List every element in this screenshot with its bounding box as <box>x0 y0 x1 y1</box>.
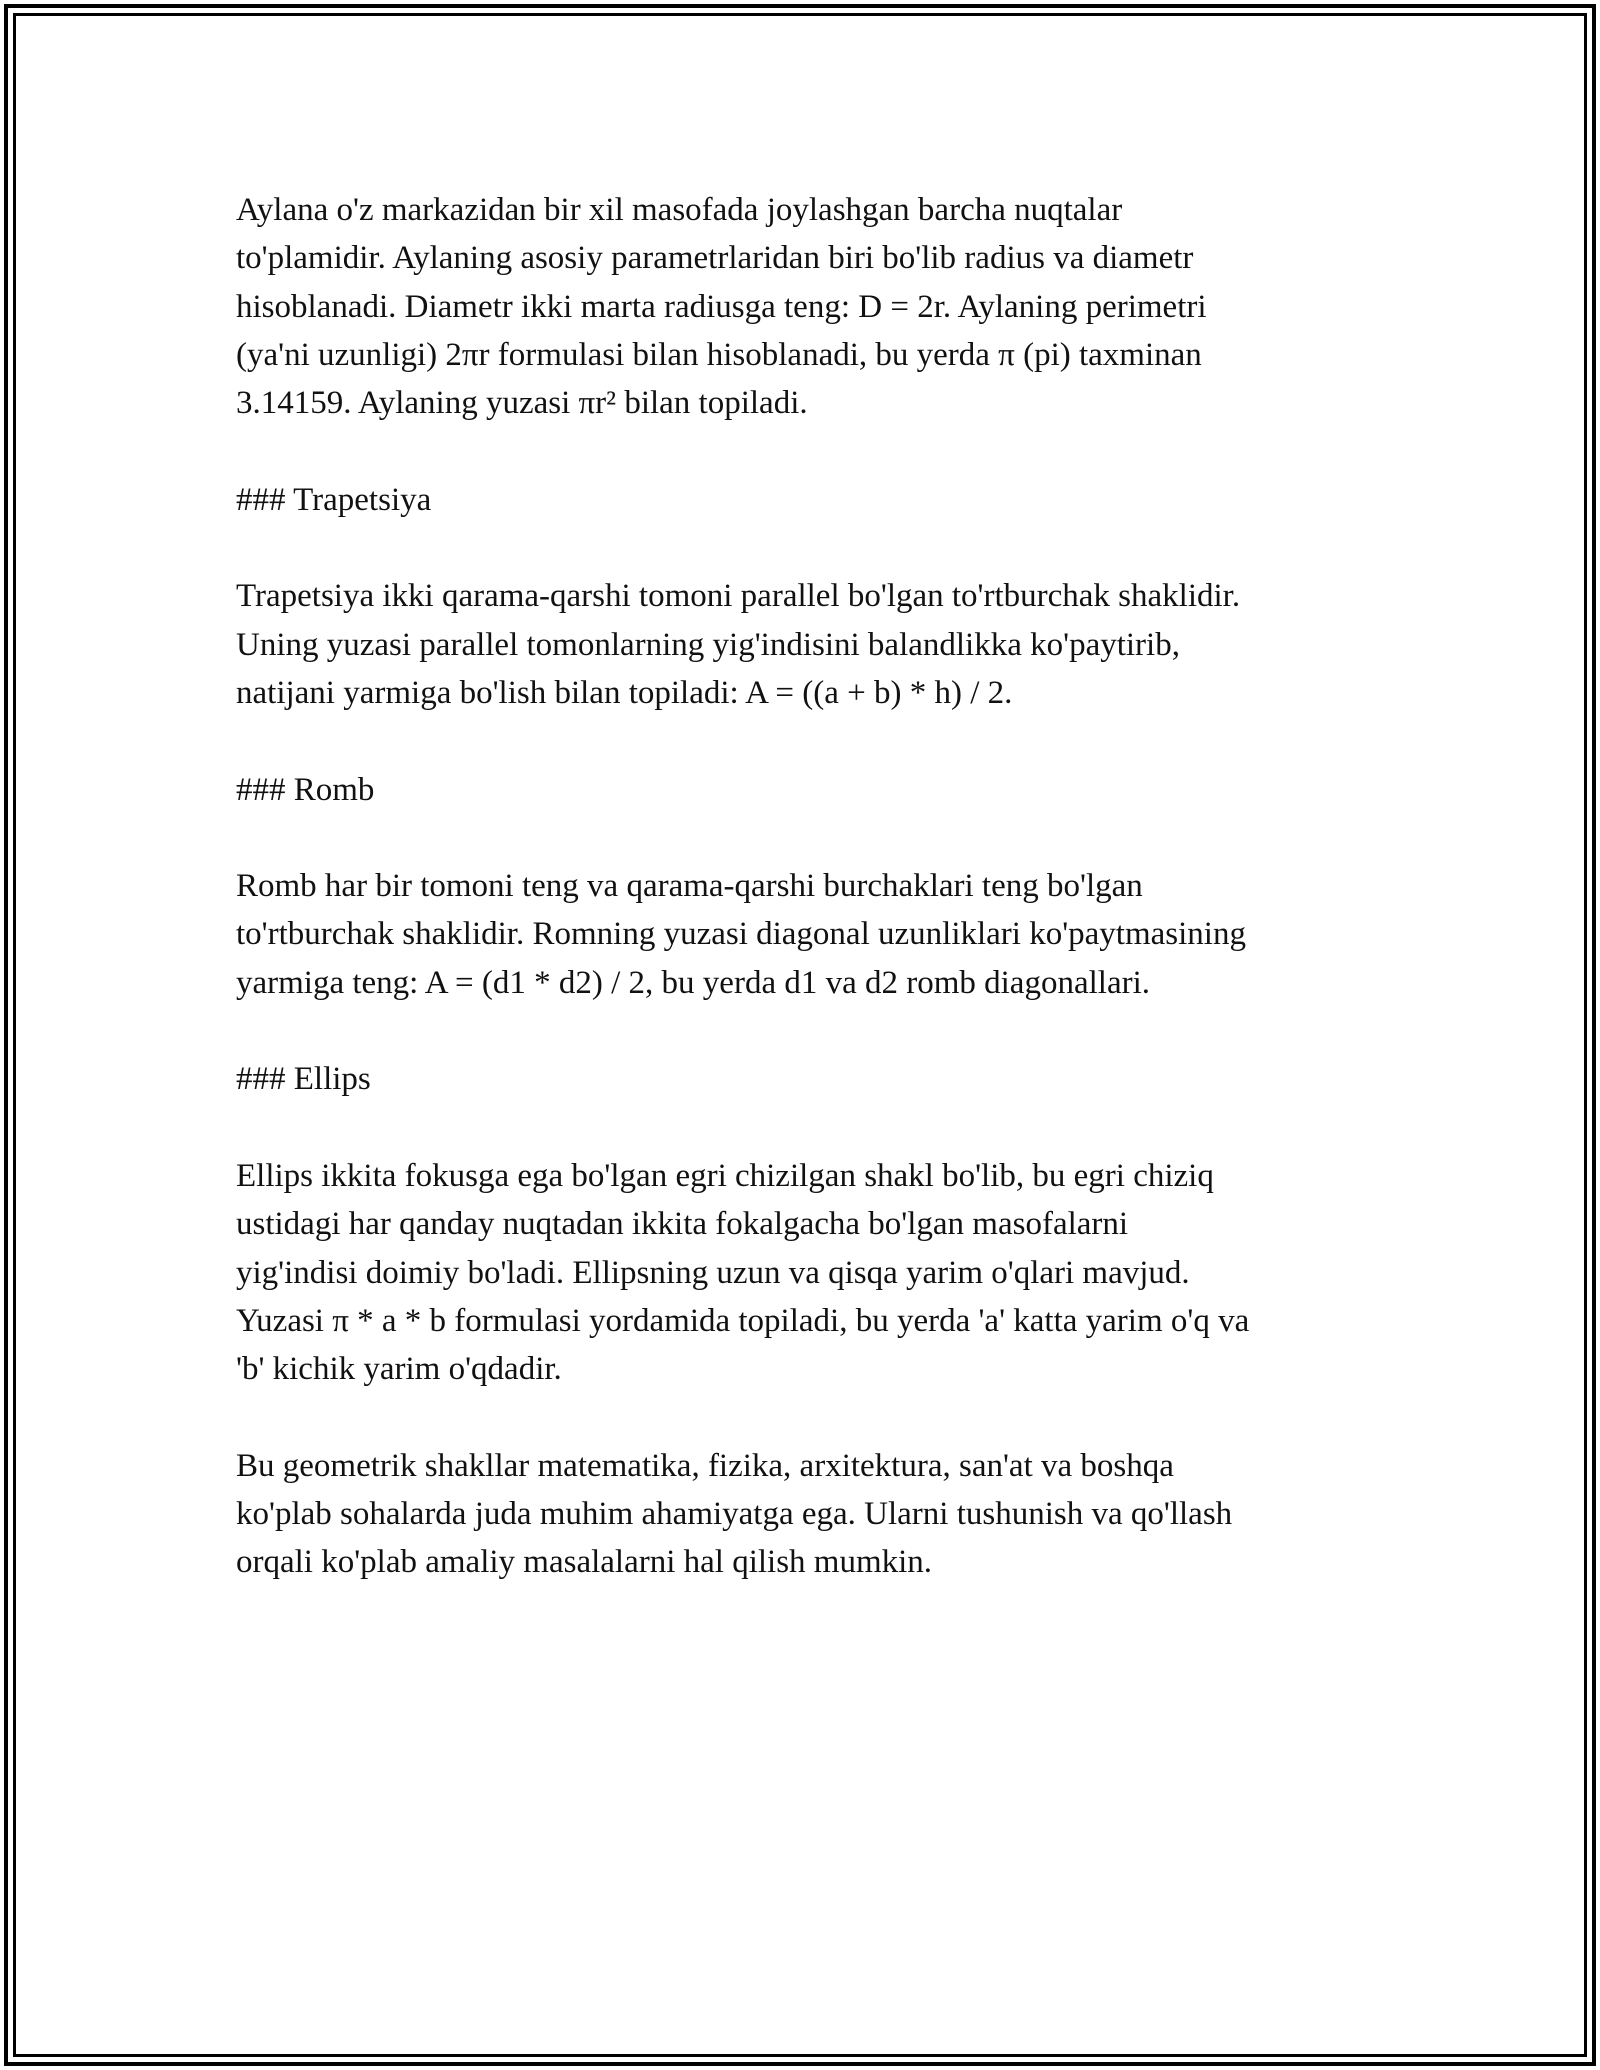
document-body <box>236 186 1376 1635</box>
intro-paragraph: Aylana o'z markazidan bir xil masofada joylashgan barcha nuqtalar to'plamidir. Aylaning asosiy parametrlaridan biri bo'lib radius va diametr hisoblanadi. Diametr ikki marta radiusga teng: D = 2r. Aylaning perimetri (ya'ni uzunligi) 2πr formulasi bilan hisoblanadi, bu yerda π (pi) taxminan 3.14159. Aylaning yuzasi πr² bilan topiladi. <box>236 192 1207 422</box>
closing-paragraph: Bu geometrik shakllar matematika, fizika, arxitektura, san'at va boshqa ko'plab sohalarda juda muhim ahamiyatga ega. Ularni tushunish va qo'llash orqali ko'plab amaliy masalalarni hal qilish mumkin. <box>236 1447 1233 1581</box>
section-heading-trapetsiya: ### Trapetsiya <box>236 481 432 518</box>
section-text-trapetsiya: Trapetsiya ikki qarama-qarshi tomoni parallel bo'lgan to'rtburchak shaklidir. Uning yuzasi parallel tomonlarning yig'indisini balandlikka ko'paytirib, natijani yarmiga bo'lish bilan topiladi: A = ((a + b) * h) / 2. <box>236 578 1241 711</box>
section-text-romb: Romb har bir tomoni teng va qarama-qarshi burchaklari teng bo'lgan to'rtburchak shaklidir. Romning yuzasi diagonal uzunliklari ko'paytmasining yarmiga teng: A = (d1 * d2) / 2, bu yerda d1 va d2 romb diagonallari. <box>236 868 1246 1001</box>
section-heading-ellips: ### Ellips <box>236 1061 371 1098</box>
section-heading-romb: ### Romb <box>236 771 375 808</box>
section-text-ellips: Ellips ikkita fokusga ega bo'lgan egri chizilgan shakl bo'lib, bu egri chiziq ustidagi har qanday nuqtadan ikkita fokalgacha bo'lgan masofalarni yig'indisi doimiy bo'ladi. Ellipsning uzun va qisqa yarim o'qlari mavjud. Yuzasi π * a * b formulasi yordamida topiladi, bu yerda 'a' katta yarim o'q va 'b' kichik yarim o'qdadir. <box>236 1157 1250 1388</box>
